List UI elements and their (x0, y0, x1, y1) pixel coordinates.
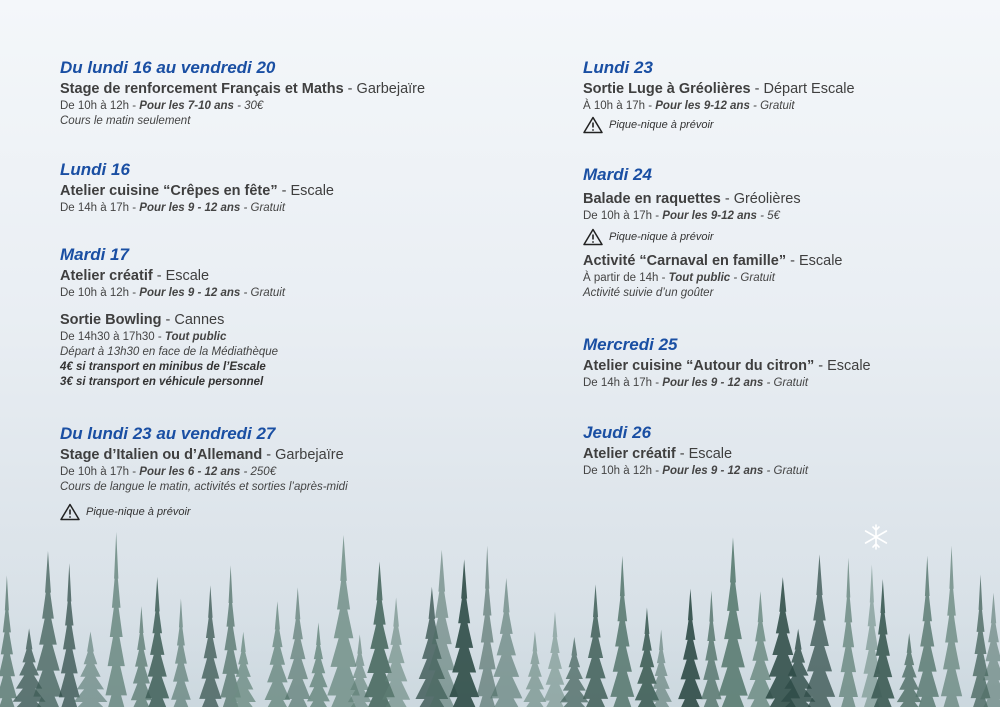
day-section (583, 334, 983, 391)
event-note: Départ à 13h30 en face de la Médiathèque (60, 346, 279, 358)
event-title: Atelier créatif - Escale (583, 446, 733, 462)
day-title: Mardi 24 (583, 165, 652, 184)
event-schedule: De 14h à 17h - Pour les 9 - 12 ans - Gratuit (583, 377, 809, 389)
event-title: Stage de renforcement Français et Maths - Garbejaïre (60, 81, 426, 97)
snowflake-icon (862, 523, 890, 551)
event-note: Activité suivie d’un goûter (583, 287, 714, 299)
day-title: Mercredi 25 (583, 335, 678, 354)
day-section (60, 423, 520, 521)
day-section (583, 164, 983, 301)
event-schedule: De 10h à 12h - Pour les 7-10 ans - 30€ (60, 100, 264, 112)
picnic-warning: Pique-nique à prévoir (60, 503, 520, 521)
warning-icon (60, 503, 80, 521)
event-schedule: De 14h30 à 17h30 - Tout public (60, 331, 227, 343)
event-title: Atelier cuisine “Autour du citron” - Escale (583, 358, 871, 374)
event-title: Balade en raquettes - Gréolières (583, 191, 801, 207)
forest-illustration (0, 517, 1000, 707)
event-title: Sortie Luge à Gréolières - Départ Escale (583, 81, 855, 97)
event-schedule: De 10h à 17h - Pour les 9-12 ans - 5€ (583, 210, 780, 222)
picnic-warning: Pique-nique à prévoir (583, 228, 983, 246)
event-note: 3€ si transport en véhicule personnel (60, 376, 264, 388)
event-title: Atelier créatif - Escale (60, 268, 210, 284)
event-note: Cours de langue le matin, activités et sorties l’après-midi (60, 481, 348, 493)
picnic-warning: Pique-nique à prévoir (583, 116, 983, 134)
event-title: Atelier cuisine “Crêpes en fête” - Escale (60, 183, 334, 199)
day-section (60, 57, 520, 129)
day-section (583, 422, 983, 479)
day-title: Lundi 23 (583, 58, 653, 77)
day-section (583, 57, 983, 134)
event-schedule: De 10h à 12h - Pour les 9 - 12 ans - Gratuit (60, 287, 286, 299)
day-section (60, 159, 520, 216)
event-schedule: À 10h à 17h - Pour les 9-12 ans - Gratuit (583, 100, 795, 112)
event-title: Sortie Bowling - Cannes (60, 312, 225, 328)
event-schedule: À partir de 14h - Tout public - Gratuit (583, 272, 775, 284)
warning-icon (583, 116, 603, 134)
day-title: Jeudi 26 (583, 423, 652, 442)
day-title: Du lundi 16 au vendredi 20 (60, 58, 276, 77)
event-note: Cours le matin seulement (60, 115, 191, 127)
event-note: 4€ si transport en minibus de l’Escale (60, 361, 266, 373)
day-section (60, 244, 520, 390)
day-title: Mardi 17 (60, 245, 129, 264)
event-schedule: De 10h à 17h - Pour les 6 - 12 ans - 250€ (60, 466, 277, 478)
event-schedule: De 10h à 12h - Pour les 9 - 12 ans - Gratuit (583, 465, 809, 477)
event-schedule: De 14h à 17h - Pour les 9 - 12 ans - Gratuit (60, 202, 286, 214)
event-title: Stage d’Italien ou d’Allemand - Garbejaïre (60, 447, 344, 463)
event-title: Activité “Carnaval en famille” - Escale (583, 253, 843, 269)
warning-icon (583, 228, 603, 246)
day-title: Lundi 16 (60, 160, 130, 179)
day-title: Du lundi 23 au vendredi 27 (60, 424, 276, 443)
